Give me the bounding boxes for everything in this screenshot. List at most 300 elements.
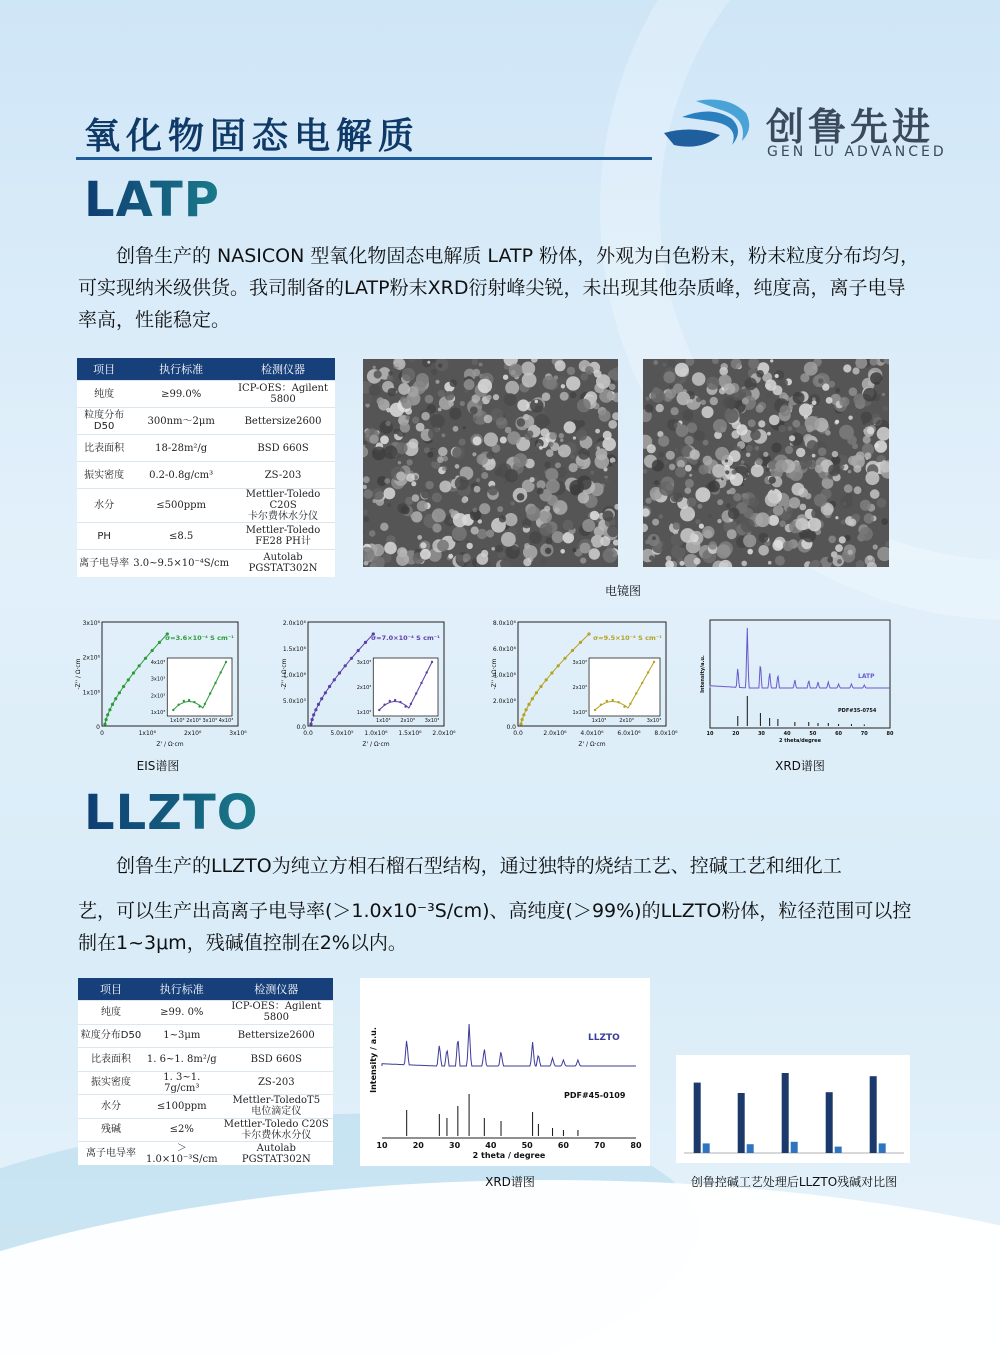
x-tick-label: 50: [809, 731, 817, 737]
sem-particle: [505, 381, 519, 395]
sem-particle: [863, 436, 871, 444]
impedance-point: [364, 641, 367, 644]
sem-particle: [832, 451, 838, 457]
y-tick-label: 8.0x10⁶: [492, 620, 516, 627]
inset-point: [198, 705, 200, 707]
standard-cell: 1~3μm: [144, 1024, 220, 1048]
sem-particle: [372, 488, 384, 500]
sem-particle: [467, 543, 473, 549]
inset-point: [635, 692, 637, 694]
sem-particle: [530, 477, 535, 482]
instrument-cell: Mettler-ToledoT5 电位滴定仪: [220, 1095, 333, 1119]
sem-particle: [666, 451, 675, 460]
sem-particle: [546, 449, 554, 457]
sem-particle: [751, 464, 764, 477]
sem-particle: [580, 543, 591, 554]
sem-particle: [859, 527, 873, 541]
item-cell: 水分: [77, 489, 131, 523]
eis-chart-1: [72, 612, 252, 752]
sem-particle: [744, 378, 757, 391]
sem-particle: [590, 511, 599, 520]
sem-particle: [373, 366, 376, 369]
sem-particle: [408, 439, 418, 449]
logo-english-name: GEN LU ADVANCED: [767, 144, 947, 160]
x-tick-label: 80: [630, 1141, 642, 1150]
sem-particle: [410, 514, 414, 518]
table-header: 执行标准: [131, 358, 231, 381]
x-tick-label: 4.0x10⁶: [580, 730, 604, 737]
y-tick-label: 1x10⁶: [82, 689, 100, 697]
x-tick-label: 0.0: [303, 730, 313, 737]
sem-particle: [578, 420, 585, 427]
y-tick-label: 0.0: [506, 724, 516, 731]
sem-particle: [675, 448, 678, 451]
inset-point: [653, 661, 655, 663]
x-tick-label: 20: [732, 731, 740, 737]
sem-particle: [812, 454, 816, 458]
inset-point: [623, 706, 625, 708]
sem-particle: [477, 454, 488, 465]
sem-particle: [848, 519, 856, 527]
sem-image-left: [363, 359, 618, 567]
sem-particle: [848, 456, 858, 466]
sem-particle: [715, 447, 729, 461]
sem-particle: [570, 392, 577, 399]
sem-particle: [699, 464, 709, 474]
sem-particle: [421, 490, 430, 499]
sem-particle: [663, 363, 667, 367]
sem-particle: [576, 430, 587, 441]
inset-point: [220, 671, 222, 673]
sem-particle: [839, 397, 849, 407]
sem-particle: [759, 533, 769, 543]
inset-point: [404, 705, 406, 707]
sem-particle: [522, 519, 532, 529]
sem-particle: [431, 369, 437, 375]
sem-particle: [420, 549, 431, 560]
instrument-cell: Mettler-Toledo C20S 卡尔费休水分仪: [220, 1118, 333, 1142]
sem-texture: [363, 359, 618, 567]
sem-particle: [439, 481, 451, 493]
sem-particle: [772, 540, 783, 551]
sem-particle: [652, 519, 659, 526]
sem-particle: [577, 475, 591, 489]
sem-particle: [388, 388, 396, 396]
inset-x-tick-label: 2x10³: [400, 718, 415, 724]
sem-particle: [401, 506, 410, 515]
sem-particle: [799, 504, 806, 511]
sem-particle: [411, 481, 416, 486]
sem-particle: [484, 415, 493, 424]
sem-particle: [577, 399, 591, 413]
sem-particle: [766, 392, 771, 397]
sem-particle: [675, 467, 686, 478]
sem-particle: [685, 487, 692, 494]
inset-x-tick-label: 1x10³: [170, 718, 185, 724]
table-row: [78, 1001, 333, 1025]
sem-particle: [417, 535, 422, 540]
sem-particle: [730, 473, 743, 486]
sem-particle: [372, 447, 386, 461]
x-axis-label: Z' / Ω·cm: [578, 741, 606, 748]
sem-particle: [775, 374, 779, 378]
inset-point: [183, 700, 185, 702]
sem-particle: [792, 483, 805, 496]
sem-particle: [652, 460, 664, 472]
sem-particle: [756, 370, 764, 378]
y-axis-label: Intensity/a.u.: [700, 655, 706, 693]
x-tick-label: 1x10⁶: [138, 730, 157, 737]
sem-particle: [472, 508, 477, 513]
sem-particle: [812, 400, 817, 405]
inset-x-tick-label: 3x10³: [646, 718, 662, 724]
sem-particle: [369, 435, 378, 444]
sem-particle: [825, 430, 831, 436]
inset-point: [225, 661, 227, 663]
sem-particle: [835, 388, 840, 393]
sem-particle: [481, 472, 488, 479]
sem-particle: [743, 534, 756, 547]
sem-particle: [729, 450, 741, 462]
sem-particle: [495, 545, 503, 553]
sem-particle: [401, 398, 412, 409]
sem-particle: [689, 474, 692, 477]
logo-chinese-name: 创鲁先进: [766, 105, 935, 149]
sem-particle: [717, 499, 723, 505]
sem-particle: [481, 550, 488, 557]
sem-particle: [772, 487, 775, 490]
impedance-point: [317, 703, 320, 706]
inset-point: [647, 671, 649, 673]
sem-particle: [363, 441, 367, 446]
x-tick-label: 3x10⁶: [229, 730, 247, 737]
sem-particle: [435, 380, 439, 384]
x-tick-label: 40: [783, 731, 791, 737]
sem-particle: [539, 446, 543, 450]
sem-particle: [461, 497, 467, 503]
inset-x-tick-label: 2x10³: [186, 718, 201, 724]
x-tick-label: 80: [886, 731, 894, 737]
sem-particle: [746, 453, 751, 458]
sem-particle: [396, 442, 408, 454]
sem-particle: [812, 397, 815, 400]
sem-particle: [799, 403, 812, 416]
sem-particle: [558, 444, 571, 457]
sem-particle: [501, 532, 516, 547]
sem-particle: [882, 406, 888, 412]
eis-chart-2: [278, 612, 458, 752]
sem-particle: [796, 448, 805, 457]
sem-particle: [702, 526, 714, 538]
sem-particle: [861, 412, 872, 423]
y-tick-label: 1.0x10⁶: [282, 672, 306, 679]
sem-particle: [701, 400, 706, 405]
standard-cell: 0.2-0.8g/cm³: [131, 462, 231, 489]
sem-particle: [506, 545, 520, 559]
sem-particle: [783, 541, 793, 551]
sem-particle: [540, 511, 552, 523]
sem-particle: [881, 518, 888, 525]
sem-particle: [517, 493, 525, 501]
sem-particle: [680, 561, 685, 566]
inset-y-tick-label: 2x10³: [572, 685, 588, 691]
impedance-point: [111, 703, 114, 706]
instrument-cell: ICP-OES：Agilent 5800: [220, 1001, 333, 1025]
instrument-cell: Autolab PGSTAT302N: [231, 550, 335, 577]
sem-particle: [772, 385, 782, 395]
y-tick-label: 2x10⁶: [82, 654, 100, 662]
x-tick-label: 10: [706, 731, 714, 737]
sem-particle: [727, 529, 737, 539]
sem-particle: [785, 446, 793, 454]
conductivity-label: σ=3.6×10⁻⁴ S cm⁻¹: [165, 634, 234, 642]
impedance-point: [344, 664, 347, 667]
sem-particle: [504, 513, 517, 526]
inset-y-tick-label: 3x10³: [356, 660, 372, 666]
llzto-spec-table: [78, 978, 333, 1165]
sem-particle: [750, 430, 761, 441]
inset-y-tick-label: 3x10³: [572, 660, 588, 666]
sem-particle: [437, 456, 444, 463]
sem-particle: [748, 419, 756, 427]
llzto-paragraph-line1: 创鲁生产的LLZTO为纯立方相石榴石型结构，通过独特的烧结工艺、控碱工艺和细化工: [78, 855, 842, 877]
sem-particle: [608, 420, 617, 429]
impedance-point: [550, 671, 553, 674]
sem-particle: [865, 471, 879, 485]
sem-particle: [505, 427, 512, 434]
sem-particle: [369, 530, 376, 537]
sem-particle: [758, 420, 765, 427]
sem-particle: [768, 561, 772, 565]
sem-particle: [517, 399, 529, 411]
sem-particle: [860, 500, 871, 511]
sem-particle: [875, 440, 888, 453]
sem-particle: [692, 372, 706, 386]
impedance-point: [350, 657, 353, 660]
sem-particle: [510, 501, 514, 505]
sem-particle: [491, 547, 495, 551]
y-axis-label: -Z'' / Ω·cm: [491, 658, 498, 690]
sem-particle: [496, 417, 508, 429]
sem-particle: [578, 448, 590, 460]
sem-particle: [363, 476, 370, 483]
impedance-point: [118, 691, 121, 694]
y-axis-label: -Z'' / Ω·cm: [75, 658, 82, 690]
sem-particle: [706, 377, 719, 390]
sem-particle: [416, 373, 429, 386]
x-tick-label: 70: [860, 731, 868, 737]
sem-particle: [561, 384, 565, 388]
impedance-point: [312, 713, 315, 716]
inset-point: [177, 704, 179, 706]
x-tick-label: 30: [449, 1141, 461, 1150]
sem-particle: [800, 456, 813, 469]
item-cell: 粒度分布D50: [77, 408, 131, 435]
sem-particle: [843, 364, 851, 372]
sem-particle: [513, 453, 527, 467]
sem-particle: [841, 496, 853, 508]
sem-particle: [864, 513, 874, 523]
sem-particle: [438, 390, 445, 397]
impedance-point: [571, 649, 574, 652]
table-row: [78, 1024, 333, 1048]
item-cell: 比表面积: [78, 1048, 144, 1072]
sem-particle: [795, 518, 807, 530]
sem-particle: [364, 517, 369, 522]
sem-particle: [540, 523, 553, 536]
sem-particle: [694, 558, 701, 565]
table-header: 项目: [77, 358, 131, 381]
sem-particle: [479, 363, 483, 367]
bar: [703, 1143, 710, 1153]
sem-particle: [438, 408, 442, 412]
inset-x-tick-label: 4x10³: [218, 718, 234, 724]
sem-particle: [486, 395, 491, 400]
sem-particle: [605, 478, 610, 483]
sem-particle: [452, 447, 465, 460]
sem-particle: [804, 362, 818, 376]
table-row: [77, 523, 335, 550]
sem-particle: [724, 409, 739, 424]
item-cell: 离子电导率: [77, 550, 131, 577]
inset-point: [410, 703, 412, 705]
inset-y-tick-label: 2x10³: [150, 693, 166, 700]
sem-texture: [643, 359, 889, 567]
item-cell: 水分: [78, 1095, 144, 1119]
inset-x-tick-label: 1x10³: [591, 718, 607, 724]
sem-particle: [646, 397, 650, 401]
sem-particle: [412, 417, 419, 424]
standard-cell: ≤2%: [144, 1118, 220, 1142]
inset-point: [399, 701, 401, 703]
sem-particle: [612, 462, 616, 466]
sem-particle: [696, 397, 701, 402]
sem-particle: [384, 488, 396, 500]
instrument-cell: ZS-203: [220, 1071, 333, 1095]
y-tick-label: 4.0x10⁶: [492, 672, 516, 679]
standard-cell: ≤100ppm: [144, 1095, 220, 1119]
sem-particle: [807, 440, 818, 451]
instrument-cell: Bettersize2600: [231, 408, 335, 435]
sem-particle: [595, 429, 600, 434]
y-axis-label: -Z'' / Ω·cm: [281, 658, 288, 690]
impedance-point: [127, 678, 130, 681]
sem-particle: [708, 514, 712, 518]
sem-particle: [695, 487, 710, 502]
bar: [782, 1073, 789, 1153]
x-tick-label: 30: [757, 731, 765, 737]
sem-particle: [741, 561, 747, 567]
inset-x-tick-label: 3x10³: [424, 718, 440, 724]
table-row: [78, 1048, 333, 1072]
sem-particle: [789, 497, 800, 508]
sem-particle: [755, 446, 760, 451]
impedance-point: [151, 649, 154, 652]
sem-particle: [542, 392, 551, 401]
sem-particle: [449, 509, 454, 514]
sem-particle: [763, 452, 768, 457]
y-tick-label: 0: [96, 724, 100, 731]
sem-particle: [473, 418, 477, 422]
sem-particle: [697, 504, 702, 509]
sem-particle: [470, 407, 478, 415]
impedance-point: [535, 691, 538, 694]
sem-particle: [729, 488, 736, 495]
sem-particle: [545, 468, 558, 481]
sem-particle: [523, 558, 531, 566]
sem-particle: [863, 388, 877, 402]
sem-particle: [702, 406, 714, 418]
inset-point: [378, 709, 380, 711]
instrument-cell: ICP-OES：Agilent 5800: [231, 381, 335, 408]
sem-particle: [442, 434, 446, 438]
sem-particle: [766, 467, 770, 471]
impedance-point: [357, 649, 360, 652]
sem-particle: [603, 548, 618, 563]
sem-particle: [424, 511, 428, 515]
table-row: [77, 381, 335, 408]
inset-y-tick-label: 1x10³: [356, 710, 372, 716]
sem-particle: [741, 519, 755, 533]
sem-particle: [572, 548, 576, 552]
latp-spec-table: [77, 358, 335, 577]
table-header: 执行标准: [144, 978, 220, 1001]
sem-particle: [596, 448, 608, 460]
sem-particle: [839, 536, 846, 543]
bar: [738, 1093, 745, 1153]
sem-particle: [669, 464, 676, 471]
sem-particle: [646, 498, 652, 504]
sem-particle: [663, 371, 675, 383]
sem-particle: [677, 392, 691, 406]
sem-caption: 电镜图: [604, 584, 641, 598]
xrd-pattern: [382, 1024, 636, 1066]
sem-particle: [716, 544, 730, 558]
y-tick-label: 2.0x10⁶: [492, 698, 516, 705]
sem-particle: [645, 404, 654, 413]
impedance-point: [114, 697, 117, 700]
inset-point: [415, 692, 417, 694]
sem-particle: [690, 449, 700, 459]
sem-particle: [453, 426, 459, 432]
x-tick-label: 50: [521, 1141, 533, 1150]
sem-particle: [384, 542, 397, 555]
sem-particle: [386, 408, 391, 413]
instrument-cell: Bettersize2600: [220, 1024, 333, 1048]
table-row: [78, 1071, 333, 1095]
x-tick-label: 0: [100, 730, 104, 737]
sem-particle: [553, 451, 556, 454]
item-cell: 比表面积: [77, 435, 131, 462]
bar-chart-caption: 创鲁控碱工艺处理后LLZTO残碱对比图: [690, 1175, 898, 1189]
sem-particle: [805, 416, 820, 431]
sem-particle: [377, 397, 385, 405]
table-row: [77, 489, 335, 523]
inset-point: [431, 661, 433, 663]
inset-y-tick-label: 3x10³: [150, 676, 166, 683]
sem-particle: [685, 436, 694, 445]
llzto-paragraph-rest: 艺，可以生产出高离子电导率(＞1.0x10⁻³S/cm)、高纯度(＞99%)的LLZTO粉体，粒径范围可以控制在1~3μm，残碱值控制在2%以内。: [78, 900, 912, 954]
sem-particle: [599, 410, 611, 422]
sem-particle: [814, 494, 827, 507]
sem-particle: [438, 447, 447, 456]
sem-particle: [529, 531, 542, 544]
sem-particle: [543, 376, 557, 390]
impedance-point: [333, 678, 336, 681]
sem-particle: [725, 470, 729, 474]
sem-particle: [719, 378, 727, 386]
sem-particle: [569, 463, 578, 472]
